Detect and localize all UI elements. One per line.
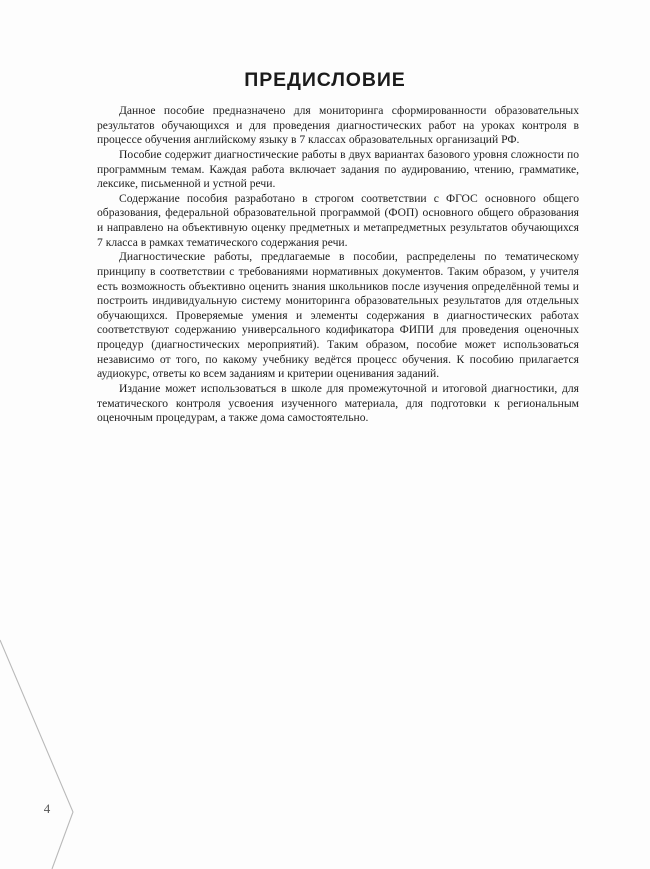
corner-chevron-rule-icon: [0, 600, 130, 869]
paragraph-2: Пособие содержит диагностические работы в двух вариантах базового уровня сложности по программным темам. Каждая работа включает задания по аудированию, чтению, грамматике, лексике, письменной и устной речи.: [97, 147, 579, 191]
page-number: 4: [43, 801, 51, 816]
preface-body: [97, 104, 579, 426]
page-title: ПРЕДИСЛОВИЕ: [244, 69, 406, 92]
paragraph-3: Содержание пособия разработано в строгом соответствии с ФГОС основного общего образования, федеральной образовательной программой (ФОП) основного общего образования и направлено на объективную оценку предметных и метапредметных результатов обучающихся 7 класса в рамках тематического содержания речи.: [97, 191, 579, 249]
paragraph-4: Диагностические работы, предлагаемые в пособии, распределены по тематическому принципу в соответствии с требованиями нормативных документов. Таким образом, у учителя есть возможность объективно оценить знания школьников после изучения определённой темы и построить индивидуальную систему мониторинга образовательных результатов для отдельных обучающихся. Проверяемые умения и элементы содержания в диагностических работах соответствуют содержанию универсального кодификатора ФИПИ для проведения оценочных процедур (диагностических мероприятий). Таким образом, пособие может использоваться независимо от того, по какому учебнику ведётся процесс обучения. К пособию прилагается аудиокурс, ответы ко всем заданиям и критерии оценивания заданий.: [97, 250, 579, 381]
paragraph-1: Данное пособие предназначено для мониторинга сформированности образовательных результатов обучающихся и для проведения диагностических работ на уроках контроля в процессе обучения английскому языку в 7 классах образовательных организаций РФ.: [97, 104, 579, 147]
paragraph-5: Издание может использоваться в школе для промежуточной и итоговой диагностики, для тематического контроля усвоения изученного материала, для подготовки к региональным оценочным процедурам, а также дома самостоятельно.: [97, 381, 579, 425]
